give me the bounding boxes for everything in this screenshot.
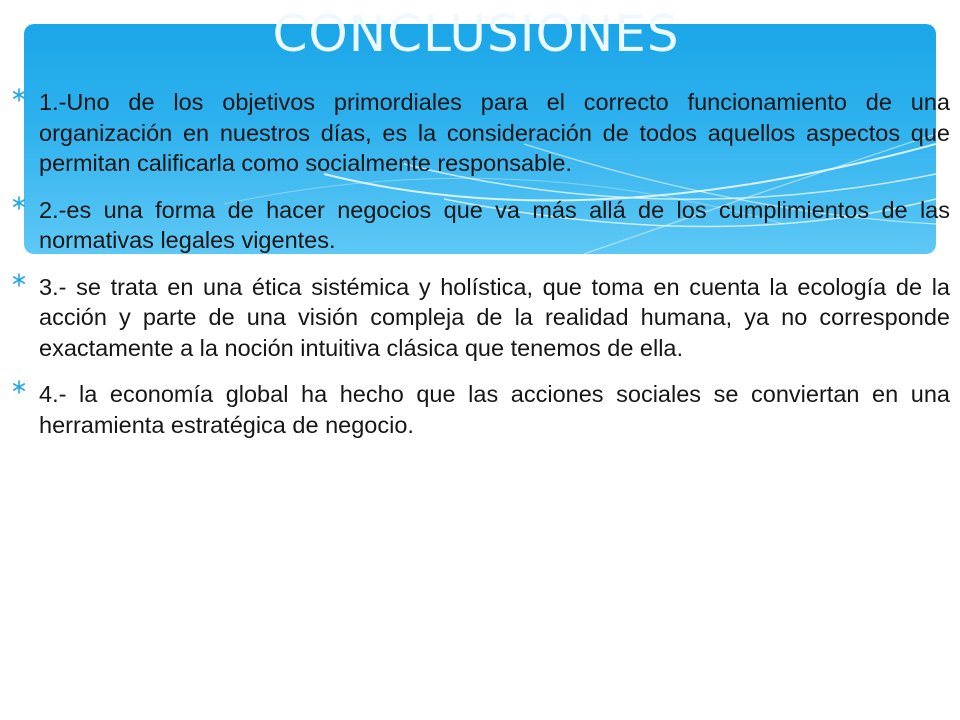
list-item-text: 2.-es una forma de hacer negocios que va más allá de los cumplimientos de las normativas legales vigentes. [39, 196, 950, 253]
list-item [12, 379, 950, 440]
asterisk-bullet-icon [12, 273, 26, 287]
asterisk-bullet-icon [12, 380, 26, 394]
list-item [12, 195, 950, 256]
list-item-text: 4.- la economía global ha hecho que las acciones sociales se conviertan en una herramienta estratégica de negocio. [39, 381, 950, 438]
list-item-text: 3.- se trata en una ética sistémica y holística, que toma en cuenta la ecología de la acción y parte de una visión compleja de la realidad humana, ya no corresponde exactamente a la noción intuitiva clásica que tenemos de ella. [39, 273, 950, 361]
list-item-text: 1.-Uno de los objetivos primordiales para el correcto funcionamiento de una organización en nuestros días, es la consideración de todos aquellos aspectos que permitan calificarla como socialmente responsable. [39, 89, 950, 176]
list-item [12, 272, 950, 364]
page-title: CONCLUSIONES [272, 5, 680, 63]
asterisk-bullet-icon [12, 196, 26, 210]
bullet-list [12, 87, 950, 456]
list-item [12, 87, 950, 179]
asterisk-bullet-icon [12, 88, 26, 102]
